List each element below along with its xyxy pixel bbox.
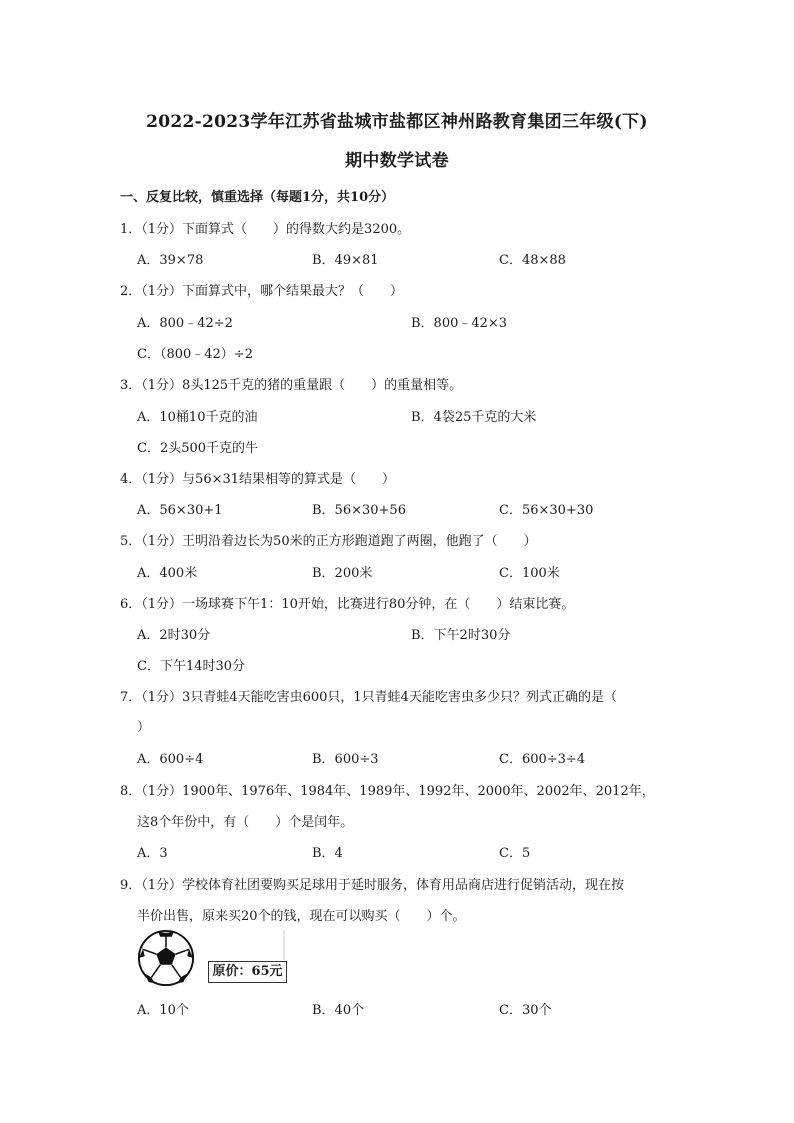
q3-option-b: B．4袋25千克的大米: [411, 410, 537, 425]
q9-option-c: C．30个: [499, 1003, 552, 1018]
question-2: 2．（1分）下面算式中，哪个结果最大？（ ）: [120, 284, 404, 299]
q2-option-a: A．800﹣42÷2: [137, 316, 233, 331]
q9-option-a: A．10个: [137, 1003, 189, 1018]
q4-option-c: C．56×30+30: [499, 503, 594, 518]
q7-option-c: C．600÷3÷4: [499, 752, 586, 767]
question-8: 8．（1分）1900年、1976年、1984年、1989年、1992年、2000年、2002年、2012年，: [120, 784, 655, 799]
image-edge: [283, 930, 285, 960]
q1-option-b: B．49×81: [312, 253, 379, 268]
q8-option-a: A．3: [137, 846, 168, 861]
price-tag: 原价：65元: [208, 961, 287, 983]
q6-option-c: C．下午14时30分: [137, 659, 246, 674]
question-3: 3．（1分）8头125千克的猪的重量跟（ ）的重量相等。: [120, 378, 463, 393]
q4-option-a: A．56×30+1: [137, 503, 223, 518]
soccer-ball-icon: [137, 929, 195, 987]
question-4: 4．（1分）与56×31结果相等的算式是（ ）: [120, 472, 396, 487]
q8-option-b: B．4: [312, 846, 343, 861]
q2-option-c: C．（800﹣42）÷2: [137, 347, 253, 362]
q5-option-b: B．200米: [312, 566, 373, 581]
q3-option-c: C．2头500千克的牛: [137, 441, 259, 456]
question-1: 1．（1分）下面算式（ ）的得数大约是3200。: [120, 222, 411, 237]
exam-title-line1: 2022-2023学年江苏省盐城市盐都区神州路教育集团三年级(下): [146, 112, 648, 132]
q6-option-a: A．2时30分: [137, 628, 211, 643]
exam-title-line2: 期中数学试卷: [345, 151, 449, 171]
question-7-continued: ）: [137, 720, 151, 735]
question-5: 5．（1分）王明沿着边长为50米的正方形跑道跑了两圈，他跑了（ ）: [120, 534, 537, 549]
q6-option-b: B．下午2时30分: [411, 628, 511, 643]
q5-option-c: C．100米: [499, 566, 560, 581]
q1-option-c: C．48×88: [499, 253, 566, 268]
q3-option-a: A．10桶10千克的油: [137, 410, 258, 425]
section-heading: 一、反复比较，慎重选择（每题1分，共10分）: [120, 190, 395, 205]
question-8-continued: 这8个年份中，有（ ）个是闰年。: [137, 815, 354, 830]
q5-option-a: A．400米: [137, 566, 198, 581]
q8-option-c: C．5: [499, 846, 531, 861]
question-7: 7．（1分）3只青蛙4天能吃害虫600只，1只青蛙4天能吃害虫多少只？列式正确的是（: [120, 690, 617, 705]
q4-option-b: B．56×30+56: [312, 503, 406, 518]
q2-option-b: B．800﹣42×3: [411, 316, 508, 331]
question-9-continued: 半价出售，原来买20个的钱，现在可以购买（ ）个。: [137, 909, 466, 924]
q7-option-b: B．600÷3: [312, 752, 379, 767]
q7-option-a: A．600÷4: [137, 752, 204, 767]
question-9: 9．（1分）学校体育社团要购买足球用于延时服务，体育用品商店进行促销活动，现在按: [120, 878, 625, 893]
question-6: 6．（1分）一场球赛下午1：10开始，比赛进行80分钟，在（ ）结束比赛。: [120, 597, 575, 612]
q1-option-a: A．39×78: [137, 253, 204, 268]
q9-option-b: B．40个: [312, 1003, 365, 1018]
